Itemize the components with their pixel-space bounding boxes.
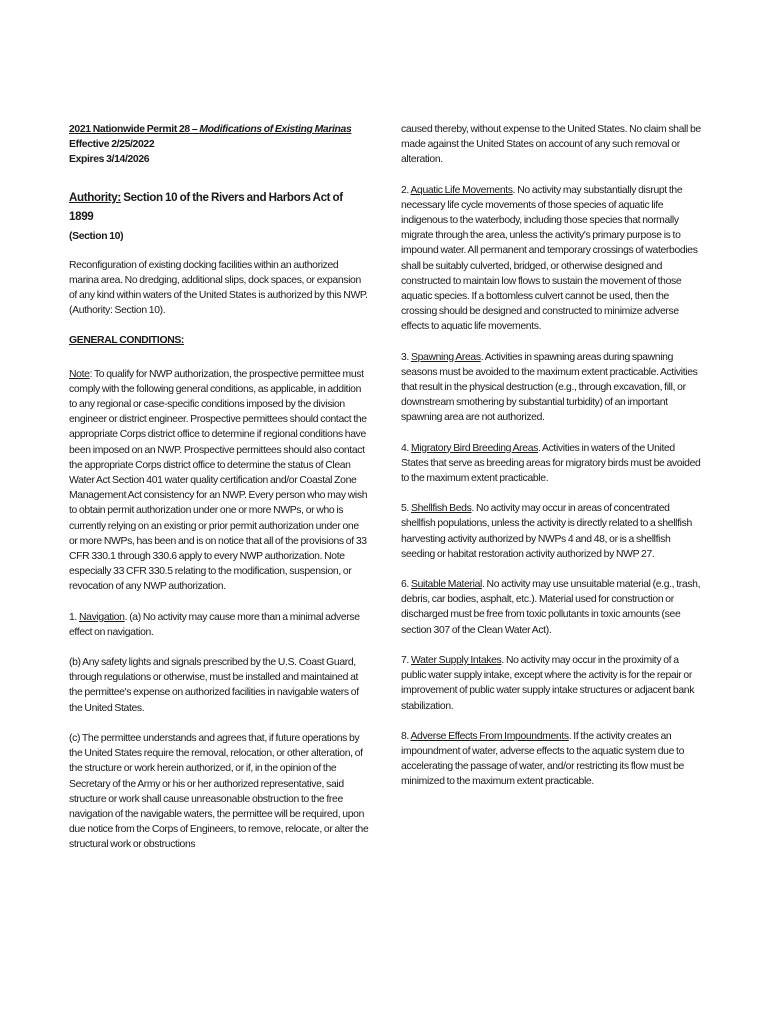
condition-1-paragraph-a: 1. Navigation. (a) No activity may cause more than a minimal adverse effect on navigation.: [69, 611, 360, 638]
authority-heading: [69, 188, 369, 246]
right-column: [401, 122, 701, 805]
condition-4-title: Migratory Bird Breeding Areas: [411, 442, 538, 454]
effective-date: Effective 2/25/2022: [69, 139, 155, 151]
condition-7-title: Water Supply Intakes: [411, 654, 502, 666]
permit-title: 2021 Nationwide Permit 28 – Modifications of Existing Marinas: [69, 124, 352, 135]
note-text: : To qualify for NWP authorization, the prospective permittee must comply with the following general conditions, as applicable, in addition to any regional or case-specific conditions imposed by the division engineer or district engineer. Prospective permittees should contact the appropriate Corps district office to determine if regional conditions have been imposed on an NWP. Prospective permittees should also contact the appropriate Corps district office to determine the status of Clean Water Act Section 401 water quality certification and/or Coastal Zone Management Act consistency for an NWP. Every person who may wish to obtain permit authorization under one or more NWPs, or who is currently relying on an existing or prior permit authorization under one or more NWPs, has been and is on notice that all of the provisions of 33 CFR 330.1 through 330.6 apply to every NWP authorization. Note especially 33 CFR 330.5 relating to the modification, suspension, or revocation of any NWP authorization.: [69, 368, 368, 593]
authority-text: Section 10 of the Rivers and Harbors Act of 1899: [69, 190, 343, 223]
condition-1-title: Navigation: [79, 611, 125, 623]
condition-4-paragraph: 4. Migratory Bird Breeding Areas. Activities in waters of the United States that serve as breeding areas for migratory birds must be avoided to the maximum extent practicable.: [401, 442, 701, 485]
condition-3-title: Spawning Areas: [411, 351, 481, 363]
condition-5-paragraph: 5. Shellfish Beds. No activity may occur in areas of concentrated shellfish populations, unless the activity is directly related to a shellfish harvesting activity authorized by NWPs 4 and 48, or is a shellfish seeding or habitat restoration activity authorized by NWP 27.: [401, 503, 692, 560]
general-conditions-heading: GENERAL CONDITIONS:: [69, 335, 185, 347]
condition-5-title: Shellfish Beds: [411, 503, 472, 515]
note-paragraph: [69, 367, 369, 595]
condition-2-title: Aquatic Life Movements: [410, 184, 513, 196]
condition-7-paragraph: 7. Water Supply Intakes. No activity may occur in the proximity of a public water supply intake, except where the activity is for the repair or improvement of public water supply intake structures or adjacent bank stabilization.: [401, 654, 695, 712]
condition-6-title: Suitable Material: [411, 579, 482, 591]
authority-sub: (Section 10): [69, 230, 124, 242]
condition-1-paragraph-b: (b) Any safety lights and signals prescribed by the U.S. Coast Guard, through regulations or otherwise, must be installed and maintained at the permittee's expense on authorized facilities in navigable waters of the United States.: [69, 657, 359, 714]
condition-2-paragraph: 2. Aquatic Life Movements. No activity may substantially disrupt the necessary life cycle movements of those species of aquatic life indigenous to the waterbody, including those species that normally migrate through the area, unless the activity's primary purpose is to impound water. All permanent and temporary crossings of waterbodies shall be suitably culverted, bridged, or otherwise designed and constructed to maintain low flows to sustain the movement of those aquatic species. If a bottomless culvert cannot be used, then the crossing should be designed and constructed to minimize adverse effects to aquatic life movements.: [401, 184, 698, 333]
authority-label: Authority:: [69, 190, 121, 204]
condition-1-paragraph-c-continued: caused thereby, without expense to the United States. No claim shall be made against the United States on account of any such removal or alteration.: [401, 124, 701, 166]
condition-8-paragraph: 8. Adverse Effects From Impoundments. If the activity creates an impoundment of water, adverse effects to the aquatic system due to accelerating the passage of water, and/or restricting its flow must be minimized to the maximum extent practicable.: [401, 730, 685, 788]
note-label: Note: [69, 368, 90, 380]
condition-3-paragraph: 3. Spawning Areas. Activities in spawning areas during spawning seasons must be avoided to the maximum extent practicable. Activities that result in the physical destruction (e.g., through excavation, fill, or downstream smothering by substantial turbidity) of an important spawning area are not authorized.: [401, 351, 698, 424]
condition-1-paragraph-c: (c) The permittee understands and agrees that, if future operations by the United States require the removal, relocation, or other alteration, of the structure or work herein authorized, or if, in the opinion of the Secretary of the Army or his or her authorized representative, said structure or work shall cause unreasonable obstruction to the free navigation of the navigable waters, the permittee will be required, upon due notice from the Corps of Engineers, to remove, relocate, or alter the structural work or obstructions: [69, 732, 369, 851]
intro-paragraph: Reconfiguration of existing docking facilities within an authorized marina area. No dredging, additional slips, dock spaces, or expansion of any kind within waters of the United States is authorized by this NWP. (Authority: Section 10).: [69, 259, 368, 317]
permit-header: [69, 122, 369, 168]
condition-8-title: Adverse Effects From Impoundments: [410, 730, 569, 742]
expiration-date: Expires 3/14/2026: [69, 154, 150, 166]
condition-6-paragraph: 6. Suitable Material. No activity may use unsuitable material (e.g., trash, debris, car bodies, asphalt, etc.). Material used for construction or discharged must be free from toxic pollutants in toxic amounts (see section 307 of the Clean Water Act).: [401, 579, 701, 636]
left-column: [69, 122, 369, 868]
